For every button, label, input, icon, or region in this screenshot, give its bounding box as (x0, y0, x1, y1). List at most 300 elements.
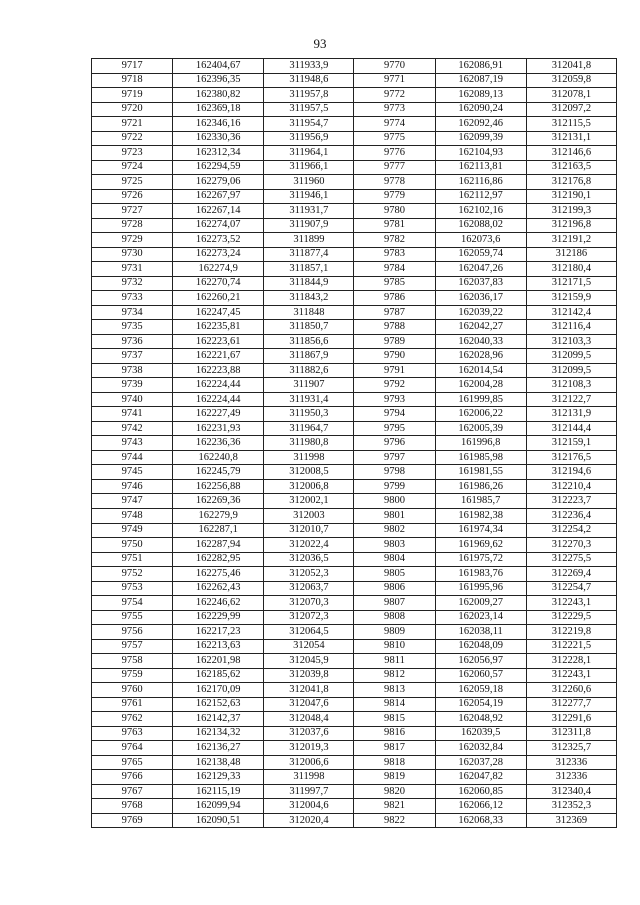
y-coordinate-cell: 312270,3 (526, 538, 616, 553)
point-number-cell: 9741 (92, 407, 173, 422)
y-coordinate-cell: 311957,8 (264, 88, 354, 103)
table-row (92, 581, 617, 596)
point-number-cell: 9763 (92, 726, 173, 741)
x-coordinate-cell: 162039,22 (435, 305, 526, 320)
x-coordinate-cell: 161985,98 (435, 450, 526, 465)
x-coordinate-cell: 162236,36 (173, 436, 264, 451)
x-coordinate-cell: 162092,46 (435, 117, 526, 132)
point-number-cell: 9755 (92, 610, 173, 625)
x-coordinate-cell: 162086,91 (435, 59, 526, 74)
table-row (92, 639, 617, 654)
x-coordinate-cell: 162213,63 (173, 639, 264, 654)
x-coordinate-cell: 162129,33 (173, 770, 264, 785)
table-row (92, 407, 617, 422)
x-coordinate-cell: 162267,14 (173, 204, 264, 219)
y-coordinate-cell: 311946,1 (264, 189, 354, 204)
point-number-cell: 9734 (92, 305, 173, 320)
x-coordinate-cell: 162138,48 (173, 755, 264, 770)
point-number-cell: 9787 (354, 305, 435, 320)
y-coordinate-cell: 311877,4 (264, 247, 354, 262)
y-coordinate-cell: 312336 (526, 755, 616, 770)
y-coordinate-cell: 311980,8 (264, 436, 354, 451)
table-row (92, 233, 617, 248)
y-coordinate-cell: 312219,8 (526, 625, 616, 640)
point-number-cell: 9786 (354, 291, 435, 306)
point-number-cell: 9767 (92, 784, 173, 799)
x-coordinate-cell: 162273,52 (173, 233, 264, 248)
point-number-cell: 9731 (92, 262, 173, 277)
point-number-cell: 9735 (92, 320, 173, 335)
x-coordinate-cell: 162056,97 (435, 654, 526, 669)
table-row (92, 523, 617, 538)
coordinates-table (91, 58, 617, 828)
x-coordinate-cell: 162287,1 (173, 523, 264, 538)
y-coordinate-cell: 312063,7 (264, 581, 354, 596)
x-coordinate-cell: 162346,16 (173, 117, 264, 132)
y-coordinate-cell: 312045,9 (264, 654, 354, 669)
point-number-cell: 9776 (354, 146, 435, 161)
y-coordinate-cell: 312099,5 (526, 363, 616, 378)
x-coordinate-cell: 162009,27 (435, 596, 526, 611)
x-coordinate-cell: 162369,18 (173, 102, 264, 117)
point-number-cell: 9780 (354, 204, 435, 219)
y-coordinate-cell: 312054 (264, 639, 354, 654)
point-number-cell: 9747 (92, 494, 173, 509)
table-row (92, 189, 617, 204)
point-number-cell: 9813 (354, 683, 435, 698)
point-number-cell: 9765 (92, 755, 173, 770)
x-coordinate-cell: 161986,26 (435, 479, 526, 494)
y-coordinate-cell: 312097,2 (526, 102, 616, 117)
y-coordinate-cell: 312078,1 (526, 88, 616, 103)
point-number-cell: 9806 (354, 581, 435, 596)
point-number-cell: 9812 (354, 668, 435, 683)
table-row (92, 697, 617, 712)
x-coordinate-cell: 162006,22 (435, 407, 526, 422)
point-number-cell: 9800 (354, 494, 435, 509)
page-number: 93 (313, 36, 327, 51)
y-coordinate-cell: 312243,1 (526, 668, 616, 683)
x-coordinate-cell: 162104,93 (435, 146, 526, 161)
y-coordinate-cell: 312277,7 (526, 697, 616, 712)
x-coordinate-cell: 162279,9 (173, 508, 264, 523)
point-number-cell: 9790 (354, 349, 435, 364)
y-coordinate-cell: 312159,9 (526, 291, 616, 306)
x-coordinate-cell: 162275,46 (173, 567, 264, 582)
point-number-cell: 9760 (92, 683, 173, 698)
point-number-cell: 9725 (92, 175, 173, 190)
point-number-cell: 9724 (92, 160, 173, 175)
point-number-cell: 9736 (92, 334, 173, 349)
point-number-cell: 9777 (354, 160, 435, 175)
x-coordinate-cell: 162224,44 (173, 378, 264, 393)
point-number-cell: 9723 (92, 146, 173, 161)
x-coordinate-cell: 162269,36 (173, 494, 264, 509)
table-row (92, 494, 617, 509)
y-coordinate-cell: 312059,8 (526, 73, 616, 88)
point-number-cell: 9822 (354, 813, 435, 828)
x-coordinate-cell: 162282,95 (173, 552, 264, 567)
table-row (92, 218, 617, 233)
point-number-cell: 9758 (92, 654, 173, 669)
point-number-cell: 9753 (92, 581, 173, 596)
x-coordinate-cell: 162048,09 (435, 639, 526, 654)
y-coordinate-cell: 312171,5 (526, 276, 616, 291)
point-number-cell: 9770 (354, 59, 435, 74)
x-coordinate-cell: 162223,61 (173, 334, 264, 349)
y-coordinate-cell: 312004,6 (264, 799, 354, 814)
point-number-cell: 9796 (354, 436, 435, 451)
y-coordinate-cell: 312236,4 (526, 508, 616, 523)
y-coordinate-cell: 312159,1 (526, 436, 616, 451)
x-coordinate-cell: 162089,13 (435, 88, 526, 103)
x-coordinate-cell: 162112,97 (435, 189, 526, 204)
x-coordinate-cell: 162090,51 (173, 813, 264, 828)
x-coordinate-cell: 162068,33 (435, 813, 526, 828)
point-number-cell: 9768 (92, 799, 173, 814)
point-number-cell: 9737 (92, 349, 173, 364)
point-number-cell: 9807 (354, 596, 435, 611)
point-number-cell: 9798 (354, 465, 435, 480)
y-coordinate-cell: 311964,1 (264, 146, 354, 161)
table-row (92, 291, 617, 306)
point-number-cell: 9733 (92, 291, 173, 306)
point-number-cell: 9740 (92, 392, 173, 407)
table-row (92, 479, 617, 494)
y-coordinate-cell: 312144,4 (526, 421, 616, 436)
point-number-cell: 9769 (92, 813, 173, 828)
x-coordinate-cell: 162038,11 (435, 625, 526, 640)
point-number-cell: 9779 (354, 189, 435, 204)
point-number-cell: 9761 (92, 697, 173, 712)
x-coordinate-cell: 162116,86 (435, 175, 526, 190)
point-number-cell: 9728 (92, 218, 173, 233)
y-coordinate-cell: 312070,3 (264, 596, 354, 611)
point-number-cell: 9814 (354, 697, 435, 712)
point-number-cell: 9745 (92, 465, 173, 480)
table-row (92, 320, 617, 335)
x-coordinate-cell: 162217,23 (173, 625, 264, 640)
x-coordinate-cell: 162004,28 (435, 378, 526, 393)
x-coordinate-cell: 162152,63 (173, 697, 264, 712)
x-coordinate-cell: 161981,55 (435, 465, 526, 480)
point-number-cell: 9817 (354, 741, 435, 756)
point-number-cell: 9795 (354, 421, 435, 436)
y-coordinate-cell: 312103,3 (526, 334, 616, 349)
x-coordinate-cell: 162037,28 (435, 755, 526, 770)
y-coordinate-cell: 311954,7 (264, 117, 354, 132)
y-coordinate-cell: 312369 (526, 813, 616, 828)
table-row (92, 508, 617, 523)
coordinates-table-body (92, 59, 617, 828)
y-coordinate-cell: 312116,4 (526, 320, 616, 335)
x-coordinate-cell: 162134,32 (173, 726, 264, 741)
x-coordinate-cell: 162396,35 (173, 73, 264, 88)
y-coordinate-cell: 311843,2 (264, 291, 354, 306)
x-coordinate-cell: 162221,67 (173, 349, 264, 364)
x-coordinate-cell: 162231,93 (173, 421, 264, 436)
point-number-cell: 9791 (354, 363, 435, 378)
x-coordinate-cell: 162115,19 (173, 784, 264, 799)
y-coordinate-cell: 312176,8 (526, 175, 616, 190)
point-number-cell: 9772 (354, 88, 435, 103)
x-coordinate-cell: 162229,99 (173, 610, 264, 625)
point-number-cell: 9750 (92, 538, 173, 553)
point-number-cell: 9782 (354, 233, 435, 248)
table-row (92, 625, 617, 640)
table-row (92, 610, 617, 625)
table-row (92, 276, 617, 291)
x-coordinate-cell: 162224,44 (173, 392, 264, 407)
point-number-cell: 9808 (354, 610, 435, 625)
y-coordinate-cell: 312131,1 (526, 131, 616, 146)
point-number-cell: 9785 (354, 276, 435, 291)
y-coordinate-cell: 312008,5 (264, 465, 354, 480)
y-coordinate-cell: 312037,6 (264, 726, 354, 741)
y-coordinate-cell: 312064,5 (264, 625, 354, 640)
y-coordinate-cell: 312199,3 (526, 204, 616, 219)
point-number-cell: 9754 (92, 596, 173, 611)
y-coordinate-cell: 311844,9 (264, 276, 354, 291)
point-number-cell: 9757 (92, 639, 173, 654)
point-number-cell: 9773 (354, 102, 435, 117)
table-row (92, 117, 617, 132)
point-number-cell: 9799 (354, 479, 435, 494)
y-coordinate-cell: 312243,1 (526, 596, 616, 611)
y-coordinate-cell: 312196,8 (526, 218, 616, 233)
table-row (92, 131, 617, 146)
x-coordinate-cell: 162113,81 (435, 160, 526, 175)
x-coordinate-cell: 162404,67 (173, 59, 264, 74)
y-coordinate-cell: 311957,5 (264, 102, 354, 117)
x-coordinate-cell: 162380,82 (173, 88, 264, 103)
y-coordinate-cell: 312047,6 (264, 697, 354, 712)
x-coordinate-cell: 162036,17 (435, 291, 526, 306)
point-number-cell: 9816 (354, 726, 435, 741)
point-number-cell: 9720 (92, 102, 173, 117)
point-number-cell: 9792 (354, 378, 435, 393)
x-coordinate-cell: 161995,96 (435, 581, 526, 596)
point-number-cell: 9778 (354, 175, 435, 190)
y-coordinate-cell: 311850,7 (264, 320, 354, 335)
y-coordinate-cell: 311907 (264, 378, 354, 393)
table-row (92, 465, 617, 480)
x-coordinate-cell: 162246,62 (173, 596, 264, 611)
y-coordinate-cell: 312210,4 (526, 479, 616, 494)
x-coordinate-cell: 162274,9 (173, 262, 264, 277)
table-row (92, 73, 617, 88)
table-row (92, 262, 617, 277)
y-coordinate-cell: 312020,4 (264, 813, 354, 828)
table-row (92, 799, 617, 814)
point-number-cell: 9746 (92, 479, 173, 494)
table-row (92, 175, 617, 190)
y-coordinate-cell: 312228,1 (526, 654, 616, 669)
y-coordinate-cell: 311964,7 (264, 421, 354, 436)
point-number-cell: 9789 (354, 334, 435, 349)
x-coordinate-cell: 162227,49 (173, 407, 264, 422)
table-row (92, 596, 617, 611)
y-coordinate-cell: 311882,6 (264, 363, 354, 378)
x-coordinate-cell: 161982,38 (435, 508, 526, 523)
x-coordinate-cell: 162073,6 (435, 233, 526, 248)
point-number-cell: 9742 (92, 421, 173, 436)
point-number-cell: 9820 (354, 784, 435, 799)
point-number-cell: 9719 (92, 88, 173, 103)
table-row (92, 102, 617, 117)
x-coordinate-cell: 162023,14 (435, 610, 526, 625)
y-coordinate-cell: 312002,1 (264, 494, 354, 509)
x-coordinate-cell: 162090,24 (435, 102, 526, 117)
table-row (92, 712, 617, 727)
point-number-cell: 9801 (354, 508, 435, 523)
x-coordinate-cell: 162136,27 (173, 741, 264, 756)
y-coordinate-cell: 312229,5 (526, 610, 616, 625)
y-coordinate-cell: 312142,4 (526, 305, 616, 320)
y-coordinate-cell: 312176,5 (526, 450, 616, 465)
y-coordinate-cell: 312115,5 (526, 117, 616, 132)
x-coordinate-cell: 162032,84 (435, 741, 526, 756)
y-coordinate-cell: 311931,7 (264, 204, 354, 219)
y-coordinate-cell: 312163,5 (526, 160, 616, 175)
x-coordinate-cell: 162273,24 (173, 247, 264, 262)
x-coordinate-cell: 162267,97 (173, 189, 264, 204)
y-coordinate-cell: 312122,7 (526, 392, 616, 407)
x-coordinate-cell: 162247,45 (173, 305, 264, 320)
y-coordinate-cell: 312275,5 (526, 552, 616, 567)
x-coordinate-cell: 161975,72 (435, 552, 526, 567)
table-row (92, 204, 617, 219)
y-coordinate-cell: 312019,3 (264, 741, 354, 756)
point-number-cell: 9794 (354, 407, 435, 422)
y-coordinate-cell: 312131,9 (526, 407, 616, 422)
x-coordinate-cell: 162201,98 (173, 654, 264, 669)
point-number-cell: 9819 (354, 770, 435, 785)
point-number-cell: 9718 (92, 73, 173, 88)
x-coordinate-cell: 162330,36 (173, 131, 264, 146)
table-row (92, 421, 617, 436)
table-row (92, 334, 617, 349)
y-coordinate-cell: 312010,7 (264, 523, 354, 538)
y-coordinate-cell: 312022,4 (264, 538, 354, 553)
y-coordinate-cell: 311857,1 (264, 262, 354, 277)
y-coordinate-cell: 311948,6 (264, 73, 354, 88)
table-row (92, 378, 617, 393)
x-coordinate-cell: 161985,7 (435, 494, 526, 509)
point-number-cell: 9730 (92, 247, 173, 262)
point-number-cell: 9727 (92, 204, 173, 219)
x-coordinate-cell: 162185,62 (173, 668, 264, 683)
table-row (92, 349, 617, 364)
x-coordinate-cell: 161983,76 (435, 567, 526, 582)
table-row (92, 146, 617, 161)
x-coordinate-cell: 162005,39 (435, 421, 526, 436)
y-coordinate-cell: 311848 (264, 305, 354, 320)
y-coordinate-cell: 311998 (264, 450, 354, 465)
table-row (92, 741, 617, 756)
point-number-cell: 9771 (354, 73, 435, 88)
point-number-cell: 9818 (354, 755, 435, 770)
x-coordinate-cell: 161974,34 (435, 523, 526, 538)
y-coordinate-cell: 312006,6 (264, 755, 354, 770)
point-number-cell: 9743 (92, 436, 173, 451)
x-coordinate-cell: 162054,19 (435, 697, 526, 712)
y-coordinate-cell: 312052,3 (264, 567, 354, 582)
point-number-cell: 9748 (92, 508, 173, 523)
table-row (92, 538, 617, 553)
y-coordinate-cell: 311997,7 (264, 784, 354, 799)
table-row (92, 88, 617, 103)
point-number-cell: 9729 (92, 233, 173, 248)
table-row (92, 450, 617, 465)
y-coordinate-cell: 311956,9 (264, 131, 354, 146)
point-number-cell: 9797 (354, 450, 435, 465)
table-row (92, 363, 617, 378)
table-row (92, 552, 617, 567)
point-number-cell: 9717 (92, 59, 173, 74)
x-coordinate-cell: 162170,09 (173, 683, 264, 698)
point-number-cell: 9805 (354, 567, 435, 582)
y-coordinate-cell: 312072,3 (264, 610, 354, 625)
table-row (92, 813, 617, 828)
x-coordinate-cell: 162060,85 (435, 784, 526, 799)
y-coordinate-cell: 312221,5 (526, 639, 616, 654)
y-coordinate-cell: 312003 (264, 508, 354, 523)
table-row (92, 567, 617, 582)
point-number-cell: 9762 (92, 712, 173, 727)
y-coordinate-cell: 312352,3 (526, 799, 616, 814)
point-number-cell: 9738 (92, 363, 173, 378)
x-coordinate-cell: 162223,88 (173, 363, 264, 378)
table-row (92, 305, 617, 320)
x-coordinate-cell: 162279,06 (173, 175, 264, 190)
point-number-cell: 9749 (92, 523, 173, 538)
y-coordinate-cell: 312194,6 (526, 465, 616, 480)
x-coordinate-cell: 162048,92 (435, 712, 526, 727)
x-coordinate-cell: 162256,88 (173, 479, 264, 494)
y-coordinate-cell: 311966,1 (264, 160, 354, 175)
x-coordinate-cell: 162042,27 (435, 320, 526, 335)
y-coordinate-cell: 312036,5 (264, 552, 354, 567)
x-coordinate-cell: 162060,57 (435, 668, 526, 683)
x-coordinate-cell: 162262,43 (173, 581, 264, 596)
point-number-cell: 9752 (92, 567, 173, 582)
table-row (92, 654, 617, 669)
table-row (92, 784, 617, 799)
point-number-cell: 9802 (354, 523, 435, 538)
y-coordinate-cell: 312048,4 (264, 712, 354, 727)
y-coordinate-cell: 312325,7 (526, 741, 616, 756)
point-number-cell: 9764 (92, 741, 173, 756)
x-coordinate-cell: 162240,8 (173, 450, 264, 465)
y-coordinate-cell: 312260,6 (526, 683, 616, 698)
y-coordinate-cell: 312254,2 (526, 523, 616, 538)
y-coordinate-cell: 312039,8 (264, 668, 354, 683)
x-coordinate-cell: 162059,18 (435, 683, 526, 698)
point-number-cell: 9721 (92, 117, 173, 132)
x-coordinate-cell: 162260,21 (173, 291, 264, 306)
y-coordinate-cell: 311998 (264, 770, 354, 785)
y-coordinate-cell: 312108,3 (526, 378, 616, 393)
table-row (92, 726, 617, 741)
point-number-cell: 9803 (354, 538, 435, 553)
x-coordinate-cell: 162142,37 (173, 712, 264, 727)
point-number-cell: 9804 (354, 552, 435, 567)
point-number-cell: 9739 (92, 378, 173, 393)
table-row (92, 160, 617, 175)
x-coordinate-cell: 162037,83 (435, 276, 526, 291)
y-coordinate-cell: 312041,8 (264, 683, 354, 698)
